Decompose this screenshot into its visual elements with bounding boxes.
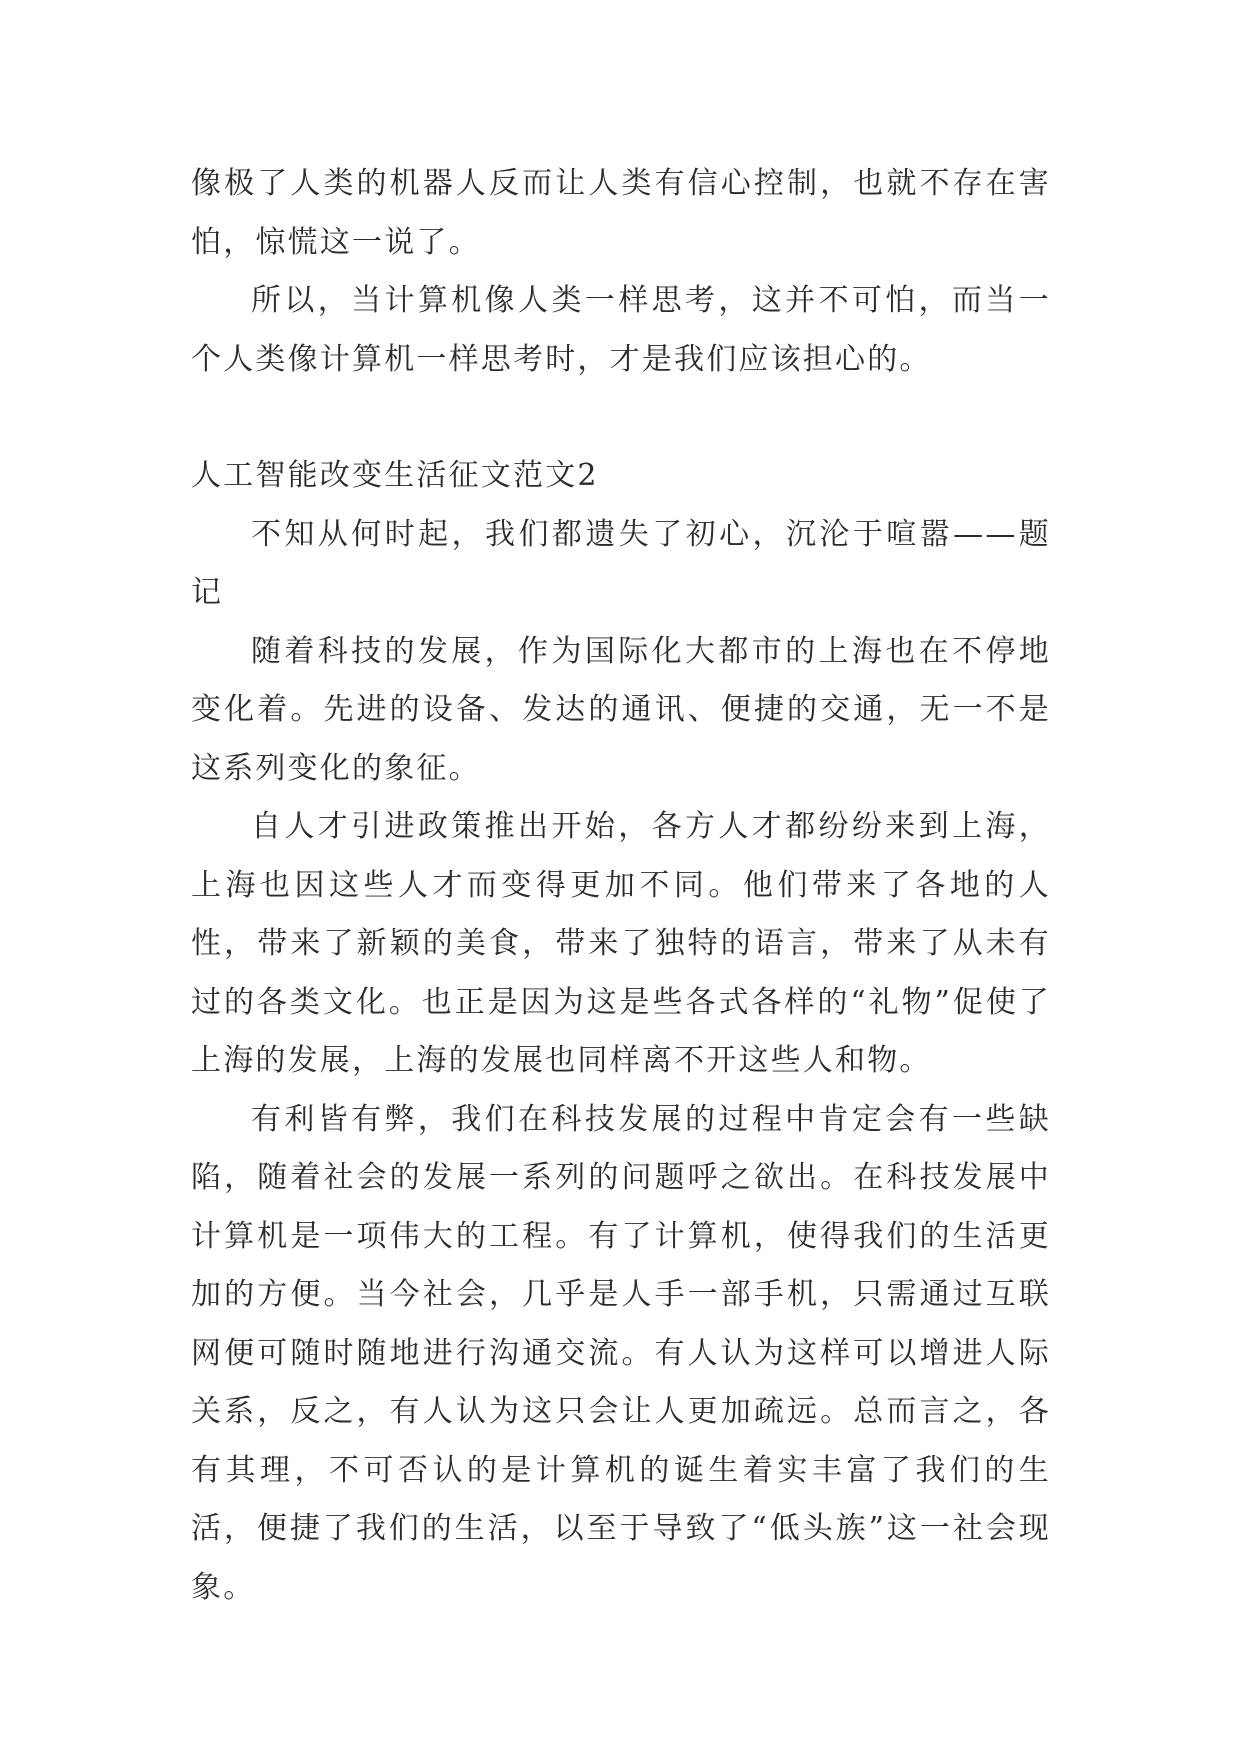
paragraph: 随着科技的发展，作为国际化大都市的上海也在不停地变化着。先进的设备、发达的通讯、便捷的交通，无一不是这系列变化的象征。 <box>191 633 1051 786</box>
paragraph: 不知从何时起，我们都遗失了初心，沉沦于喧嚣——题记 <box>191 516 1051 610</box>
paragraph-spacer <box>191 389 1051 447</box>
paragraph: 所以，当计算机像人类一样思考，这并不可怕，而当一个人类像计算机一样思考时，才是我们应该担心的。 <box>191 283 1051 377</box>
paragraph: 自人才引进政策推出开始，各方人才都纷纷来到上海，上海也因这些人才而变得更加不同。他们带来了各地的人性，带来了新颖的美食，带来了独特的语言，带来了从未有过的各类文化。也正是因为这是些各式各样的“礼物”促使了上海的发展，上海的发展也同样离不开这些人和物。 <box>191 809 1051 1078</box>
section-title: 人工智能改变生活征文范文2 <box>191 458 599 493</box>
paragraph: 有利皆有弊，我们在科技发展的过程中肯定会有一些缺陷，随着社会的发展一系列的问题呼之欲出。在科技发展中计算机是一项伟大的工程。有了计算机，使得我们的生活更加的方便。当今社会，几乎是人手一部手机，只需通过互联网便可随时随地进行沟通交流。有人认为这样可以增进人际关系，反之，有人认为这只会让人更加疏远。总而言之，各有其理，不可否认的是计算机的诞生着实丰富了我们的生活，便捷了我们的生活，以至于导致了“低头族”这一社会现象。 <box>191 1101 1051 1605</box>
document-body <box>191 155 1051 1617</box>
paragraph: 像极了人类的机器人反而让人类有信心控制，也就不存在害怕，惊慌这一说了。 <box>191 166 1051 260</box>
